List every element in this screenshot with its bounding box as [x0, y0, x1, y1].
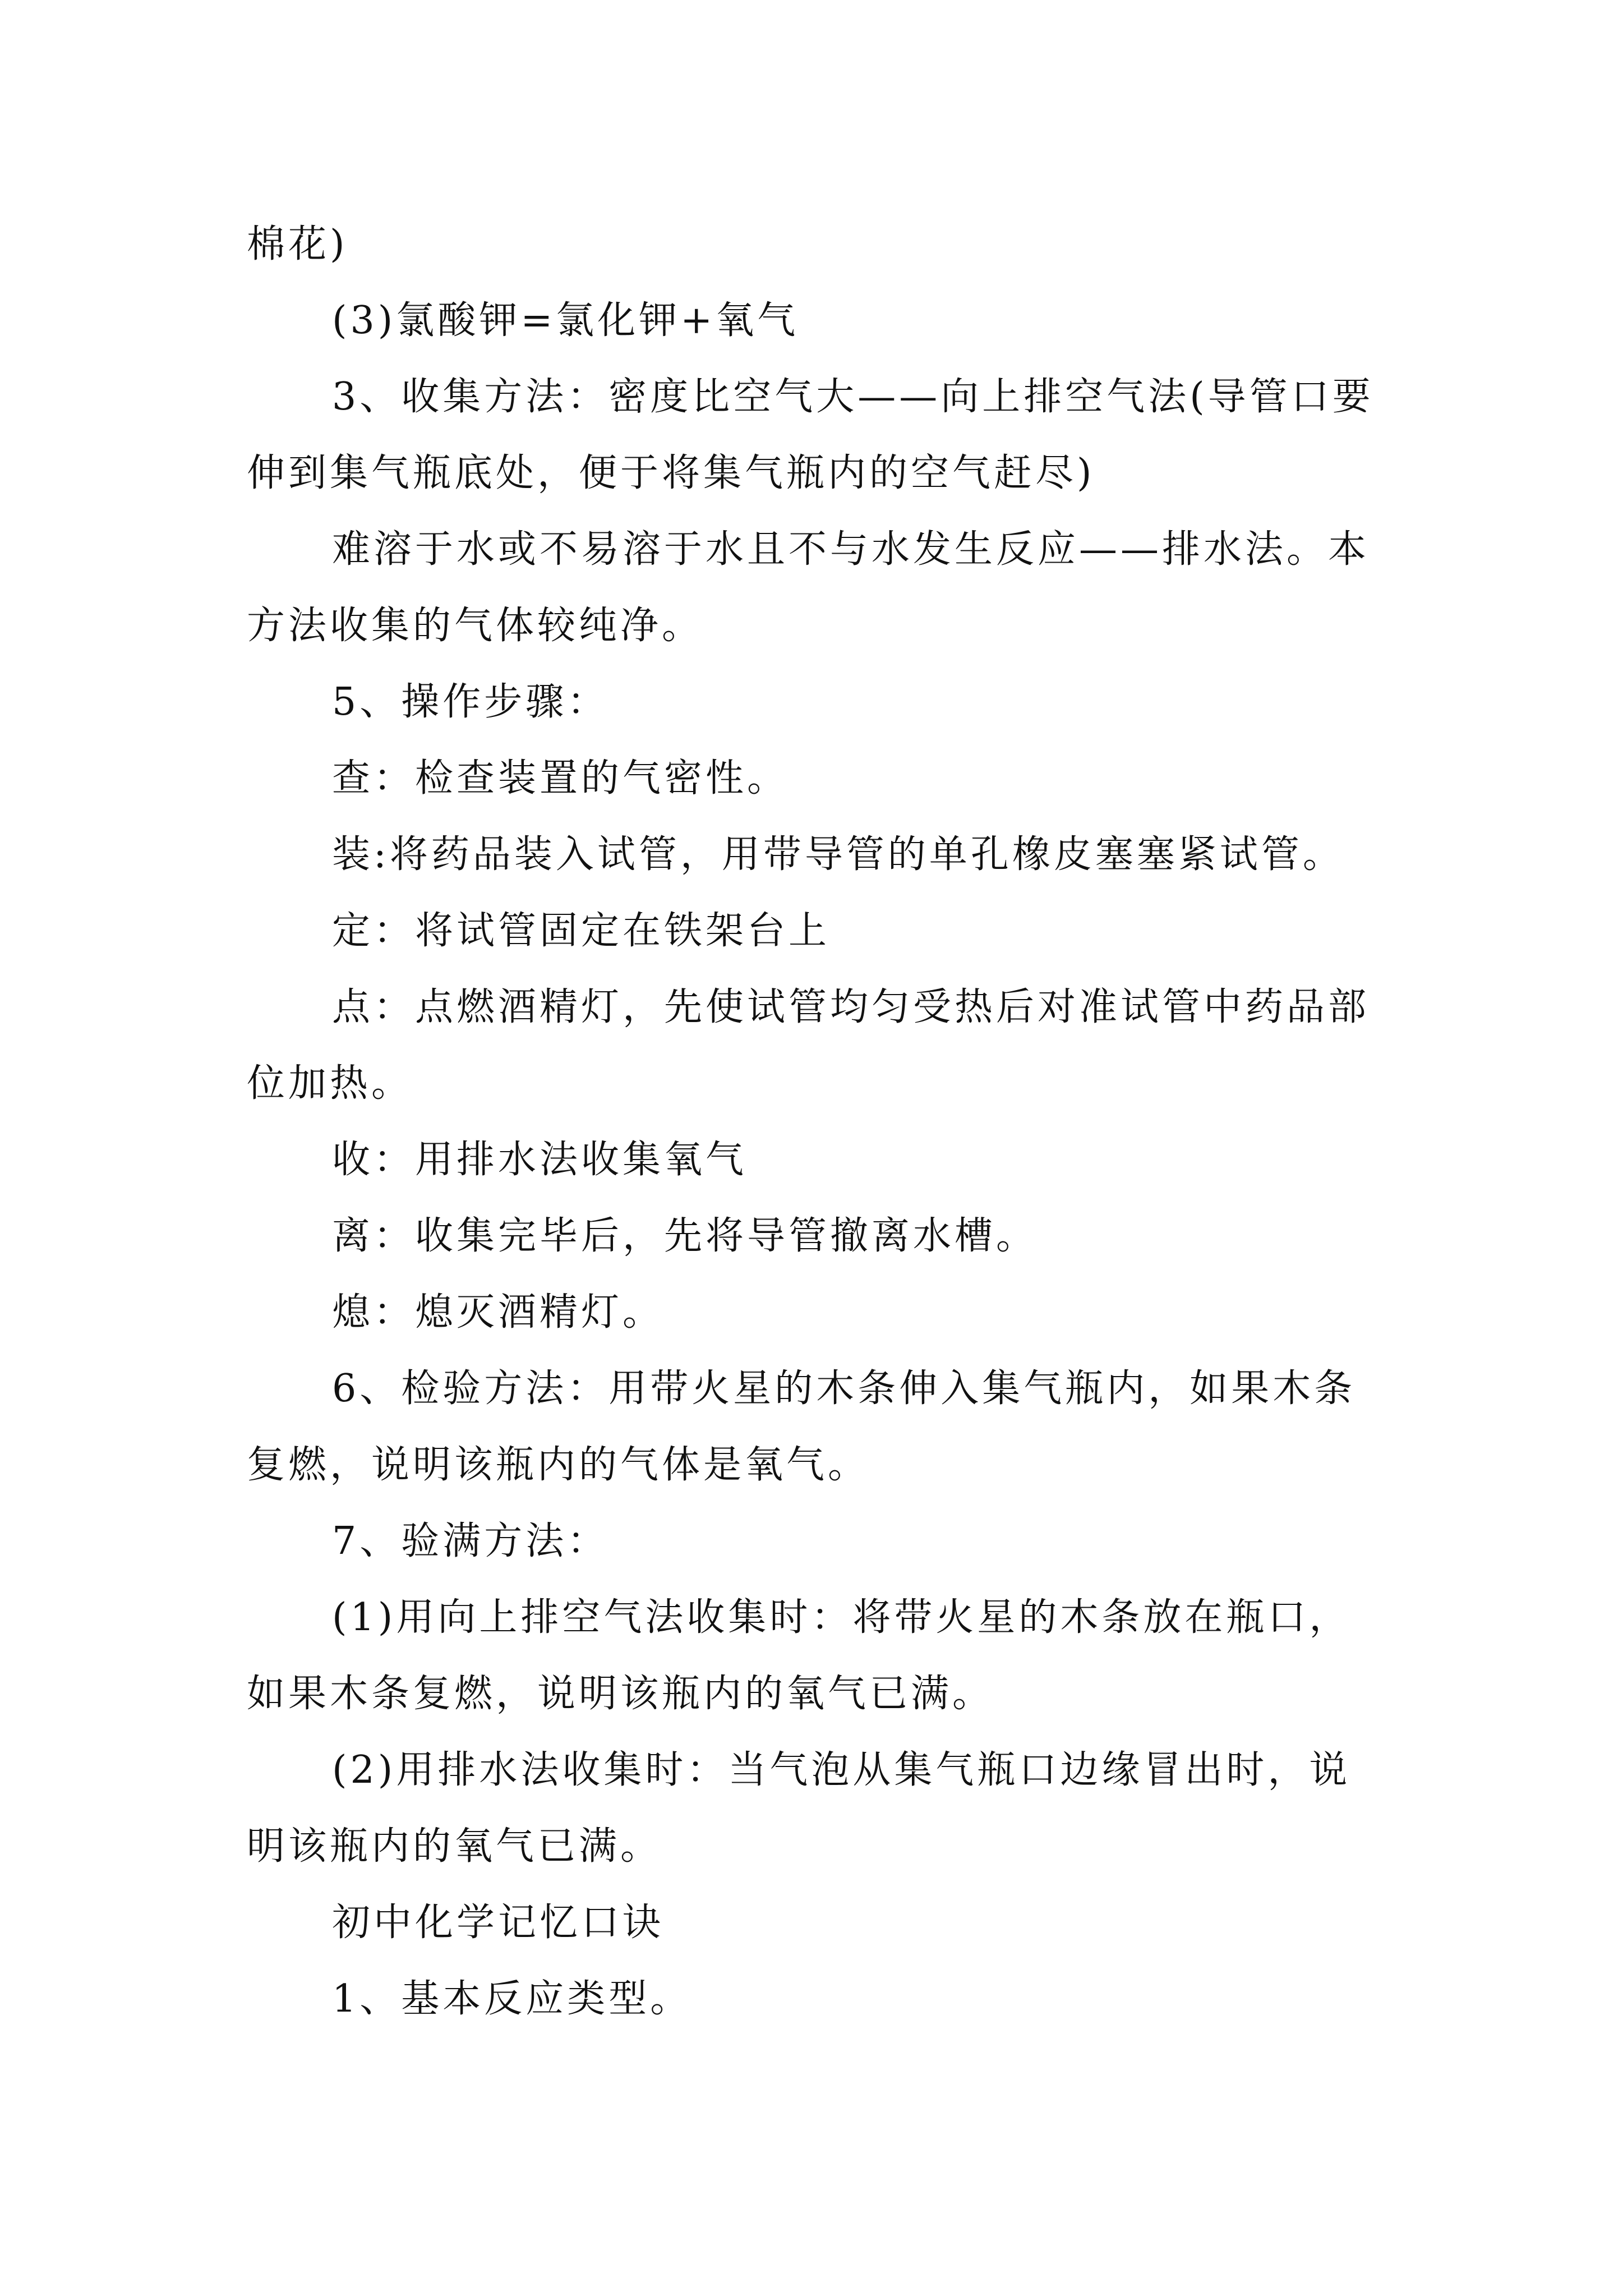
paragraph-step-light: 点：点燃酒精灯，先使试管均匀受热后对准试管中药品部位加热。 — [247, 985, 1370, 1106]
paragraph-cotton-continuation: 棉花) — [247, 222, 348, 266]
paragraph-test-method: 6、检验方法：用带火星的木条伸入集气瓶内，如果木条复燃，说明该瓶内的气体是氧气。 — [247, 1366, 1356, 1487]
paragraph-potassium-chlorate-reaction: (3)氯酸钾=氯化钾+氧气 — [332, 298, 799, 343]
paragraph-full-check-upward: (1)用向上排空气法收集时：将带火星的木条放在瓶口，如果木条复燃，说明该瓶内的氧气已满。 — [247, 1595, 1351, 1716]
paragraph-step-check: 查：检查装置的气密性。 — [332, 756, 789, 800]
paragraph-collection-method: 3、收集方法：密度比空气大——向上排空气法(导管口要伸到集气瓶底处，便于将集气瓶内的空气赶尽) — [247, 375, 1374, 495]
paragraph-water-displacement: 难溶于水或不易溶于水且不与水发生反应——排水法。本方法收集的气体较纯净。 — [247, 527, 1370, 648]
paragraph-step-remove: 离：收集完毕后，先将导管撤离水槽。 — [332, 1214, 1038, 1258]
paragraph-full-check-heading: 7、验满方法： — [332, 1519, 609, 1563]
paragraph-step-fix: 定：将试管固定在铁架台上 — [332, 909, 831, 953]
paragraph-step-load: 装:将药品装入试管，用带导管的单孔橡皮塞塞紧试管。 — [332, 832, 1344, 877]
paragraph-step-extinguish: 熄：熄灭酒精灯。 — [332, 1290, 665, 1335]
paragraph-section-title: 初中化学记忆口诀 — [332, 1901, 665, 1945]
paragraph-full-check-water: (2)用排水法收集时：当气泡从集气瓶口边缘冒出时，说明该瓶内的氧气已满。 — [247, 1748, 1351, 1869]
paragraph-step-collect: 收：用排水法收集氧气 — [332, 1138, 748, 1182]
paragraph-procedure-heading: 5、操作步骤： — [332, 680, 609, 724]
paragraph-reaction-types: 1、基本反应类型。 — [332, 1977, 692, 2021]
document-body — [247, 206, 1391, 2037]
